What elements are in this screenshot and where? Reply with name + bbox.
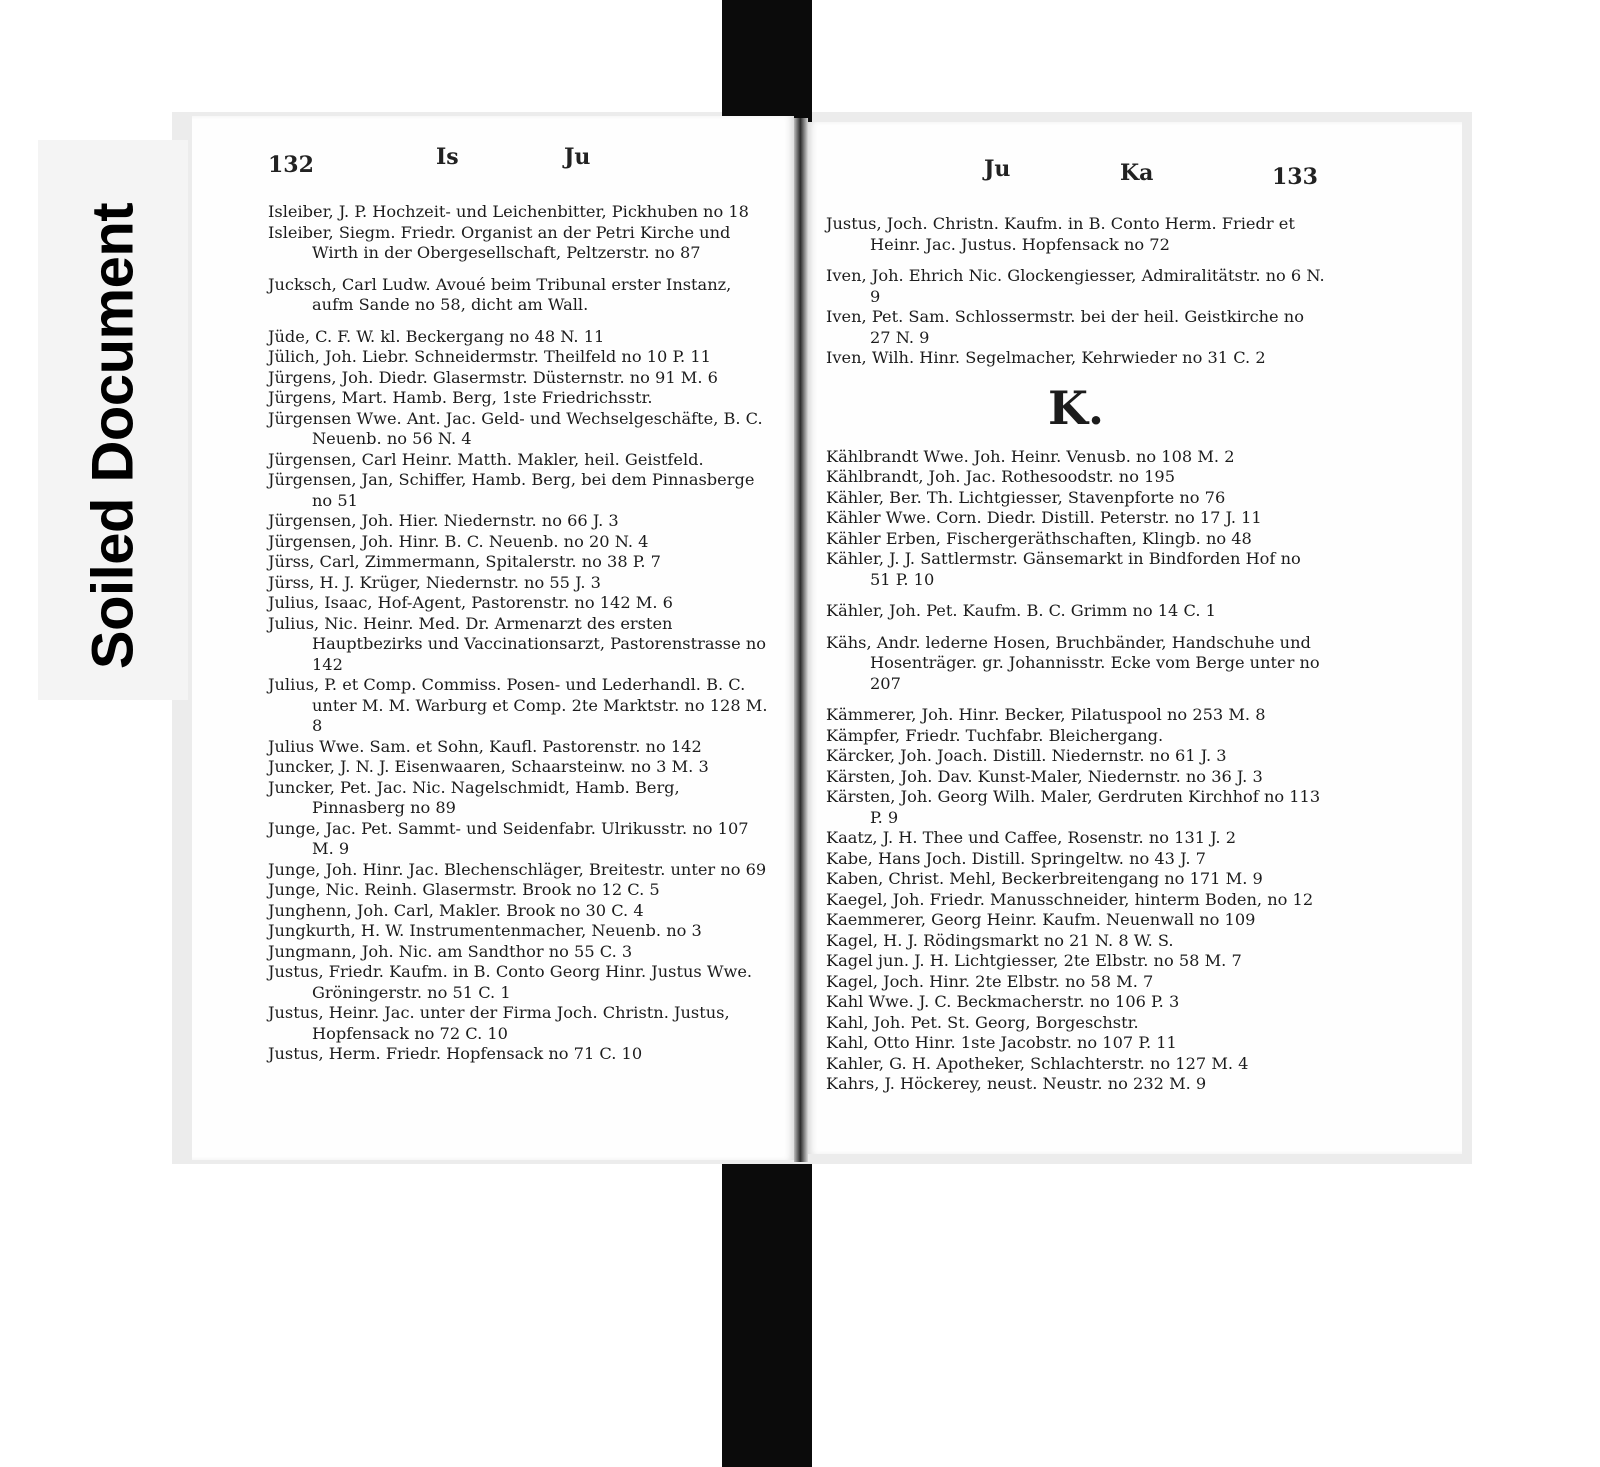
- directory-entry: Kahrs, J. Höckerey, neust. Neustr. no 232 M. 9: [826, 1074, 1207, 1093]
- directory-entry: Kagel, Joch. Hinr. 2te Elbstr. no 58 M. 7: [826, 971, 1154, 991]
- directory-entry: Kähs, Andr. lederne Hosen, Bruchbänder, Handschuhe und Hosenträger. gr. Johannisstr. Ecke vom Berge unter no 207: [826, 632, 1320, 693]
- directory-entry: Kahler, G. H. Apotheker, Schlachterstr. no 127 M. 4: [826, 1053, 1249, 1073]
- directory-entry: Kaben, Christ. Mehl, Beckerbreitengang no 171 M. 9: [826, 869, 1263, 888]
- directory-entry: Julius, P. et Comp. Commiss. Posen- und Lederhandl. B. C. unter M. M. Warburg et Comp. 2te Marktstr. no 128 M. 8: [268, 675, 768, 735]
- directory-entry: Isleiber, Siegm. Friedr. Organist an der Petri Kirche und Wirth in der Obergesellschaft, Peltzerstr. no 87: [268, 222, 731, 262]
- directory-entry: Kämpfer, Friedr. Tuchfabr. Bleichergang.: [826, 725, 1164, 745]
- left-page: [192, 116, 794, 1160]
- directory-entry: Junghenn, Joh. Carl, Makler. Brook no 30 C. 4: [268, 900, 644, 920]
- directory-entry: Kabe, Hans Joch. Distill. Springeltw. no 43 J. 7: [826, 848, 1206, 868]
- running-head-left: Is: [436, 144, 459, 170]
- directory-entry: Kahl Wwe. J. C. Beckmacherstr. no 106 P. 3: [826, 992, 1180, 1011]
- directory-entry: Kagel, H. J. Rödingsmarkt no 21 N. 8 W. S.: [826, 930, 1174, 950]
- directory-entry: Kähler Erben, Fischergeräthschaften, Klingb. no 48: [826, 528, 1252, 548]
- directory-entry: Kähler, J. J. Sattlermstr. Gänsemarkt in Bindforden Hof no 51 P. 10: [826, 549, 1301, 589]
- binding-strip-bottom: [722, 1164, 812, 1467]
- binding-strip-top: [722, 0, 812, 122]
- directory-entry: Jungkurth, H. W. Instrumentenmacher, Neuenb. no 3: [268, 921, 702, 940]
- directory-entry: Justus, Joch. Christn. Kaufm. in B. Conto Herm. Friedr et Heinr. Jac. Justus. Hopfensack no 72: [826, 214, 1295, 254]
- directory-entry: Kählbrandt Wwe. Joh. Heinr. Venusb. no 108 M. 2: [826, 446, 1235, 466]
- directory-entry: Kärsten, Joh. Dav. Kunst-Maler, Niedernstr. no 36 J. 3: [826, 766, 1263, 786]
- right-page: [808, 122, 1462, 1154]
- directory-entry: Kähler, Ber. Th. Lichtgiesser, Stavenpforte no 76: [826, 487, 1226, 507]
- directory-entry: Juncker, J. N. J. Eisenwaaren, Schaarsteinw. no 3 M. 3: [268, 757, 709, 776]
- running-head-right: Ka: [1120, 160, 1154, 186]
- directory-entry: Jüde, C. F. W. kl. Beckergang no 48 N. 11: [268, 326, 605, 346]
- directory-entry: Kaemmerer, Georg Heinr. Kaufm. Neuenwall no 109: [826, 910, 1256, 929]
- directory-entry: Kagel jun. J. H. Lichtgiesser, 2te Elbstr. no 58 M. 7: [826, 951, 1242, 970]
- directory-entry: Kahl, Joh. Pet. St. Georg, Borgeschstr.: [826, 1012, 1139, 1032]
- directory-entry: Iven, Pet. Sam. Schlossermstr. bei der heil. Geistkirche no 27 N. 9: [826, 307, 1304, 347]
- directory-entry: Kählbrandt, Joh. Jac. Rothesoodstr. no 195: [826, 467, 1176, 486]
- directory-entry: Jürgens, Joh. Diedr. Glasermstr. Düsternstr. no 91 M. 6: [268, 367, 718, 387]
- directory-entry: Julius, Nic. Heinr. Med. Dr. Armenarzt des ersten Hauptbezirks und Vaccinationsarzt, Pastorenstrasse no 142: [268, 613, 767, 674]
- directory-entry: Kahl, Otto Hinr. 1ste Jacobstr. no 107 P. 11: [826, 1033, 1177, 1052]
- book-gutter: [794, 118, 808, 1162]
- entry-list: [826, 214, 1326, 1095]
- directory-entry: Julius Wwe. Sam. et Sohn, Kaufl. Pastorenstr. no 142: [268, 736, 702, 756]
- directory-entry: Kaegel, Joh. Friedr. Manusschneider, hinterm Boden, no 12: [826, 889, 1314, 909]
- directory-entry: Kärcker, Joh. Joach. Distill. Niedernstr. no 61 J. 3: [826, 746, 1227, 765]
- directory-entry: Junge, Jac. Pet. Sammt- und Seidenfabr. Ulrikusstr. no 107 M. 9: [268, 818, 749, 858]
- directory-entry: Juncker, Pet. Jac. Nic. Nagelschmidt, Hamb. Berg, Pinnasberg no 89: [268, 777, 680, 817]
- page-number: 133: [1272, 164, 1318, 190]
- directory-entry: Justus, Friedr. Kaufm. in B. Conto Georg Hinr. Justus Wwe. Gröningerstr. no 51 C. 1: [268, 962, 753, 1002]
- directory-entry: Iven, Joh. Ehrich Nic. Glockengiesser, Admiralitätstr. no 6 N. 9: [826, 266, 1325, 306]
- directory-entry: Jürgensen, Joh. Hier. Niedernstr. no 66 J. 3: [268, 511, 619, 530]
- directory-entry: Jülich, Joh. Liebr. Schneidermstr. Theilfeld no 10 P. 11: [268, 347, 711, 366]
- directory-entry: Isleiber, J. P. Hochzeit- und Leichenbitter, Pickhuben no 18: [268, 202, 749, 221]
- directory-entry: Jucksch, Carl Ludw. Avoué beim Tribunal erster Instanz, aufm Sande no 58, dicht am Wall.: [268, 274, 732, 314]
- directory-entry: Kähler Wwe. Corn. Diedr. Distill. Peterstr. no 17 J. 11: [826, 508, 1262, 527]
- directory-entry: Junge, Joh. Hinr. Jac. Blechenschläger, Breitestr. unter no 69: [268, 859, 767, 879]
- directory-entry: Jürgensen Wwe. Ant. Jac. Geld- und Wechselgeschäfte, B. C. Neuenb. no 56 N. 4: [268, 408, 763, 448]
- directory-entry: Jungmann, Joh. Nic. am Sandthor no 55 C. 3: [268, 941, 633, 961]
- directory-entry: Jürgensen, Jan, Schiffer, Hamb. Berg, bei dem Pinnasberge no 51: [268, 470, 755, 510]
- directory-entry: Kaatz, J. H. Thee und Caffee, Rosenstr. no 131 J. 2: [826, 828, 1237, 847]
- directory-entry: Jürgensen, Joh. Hinr. B. C. Neuenb. no 20 N. 4: [268, 531, 649, 551]
- directory-entry: Jürss, Carl, Zimmermann, Spitalerstr. no 38 P. 7: [268, 552, 661, 571]
- directory-entry: Kärsten, Joh. Georg Wilh. Maler, Gerdruten Kirchhof no 113 P. 9: [826, 787, 1321, 827]
- directory-entry: Jürss, H. J. Krüger, Niedernstr. no 55 J. 3: [268, 572, 601, 592]
- directory-entry: Julius, Isaac, Hof-Agent, Pastorenstr. no 142 M. 6: [268, 593, 673, 612]
- directory-entry: Kämmerer, Joh. Hinr. Becker, Pilatuspool no 253 M. 8: [826, 705, 1266, 724]
- soiled-document-stamp: Soiled Document: [80, 202, 146, 670]
- section-letter: K.: [1048, 380, 1104, 435]
- directory-entry: Justus, Herm. Friedr. Hopfensack no 71 C. 10: [268, 1044, 643, 1063]
- directory-entry: Junge, Nic. Reinh. Glasermstr. Brook no 12 C. 5: [268, 880, 660, 899]
- directory-entry: Jürgensen, Carl Heinr. Matth. Makler, heil. Geistfeld.: [268, 449, 704, 469]
- directory-entry: Iven, Wilh. Hinr. Segelmacher, Kehrwieder no 31 C. 2: [826, 348, 1266, 367]
- directory-entry: Kähler, Joh. Pet. Kaufm. B. C. Grimm no 14 C. 1: [826, 601, 1216, 620]
- page-number: 132: [268, 152, 314, 178]
- directory-entry: Justus, Heinr. Jac. unter der Firma Joch. Christn. Justus, Hopfensack no 72 C. 10: [268, 1003, 730, 1043]
- entry-list: [268, 202, 768, 1065]
- running-head-right: Ju: [564, 144, 591, 170]
- running-head-left: Ju: [984, 156, 1011, 182]
- directory-entry: Jürgens, Mart. Hamb. Berg, 1ste Friedrichsstr.: [268, 388, 653, 407]
